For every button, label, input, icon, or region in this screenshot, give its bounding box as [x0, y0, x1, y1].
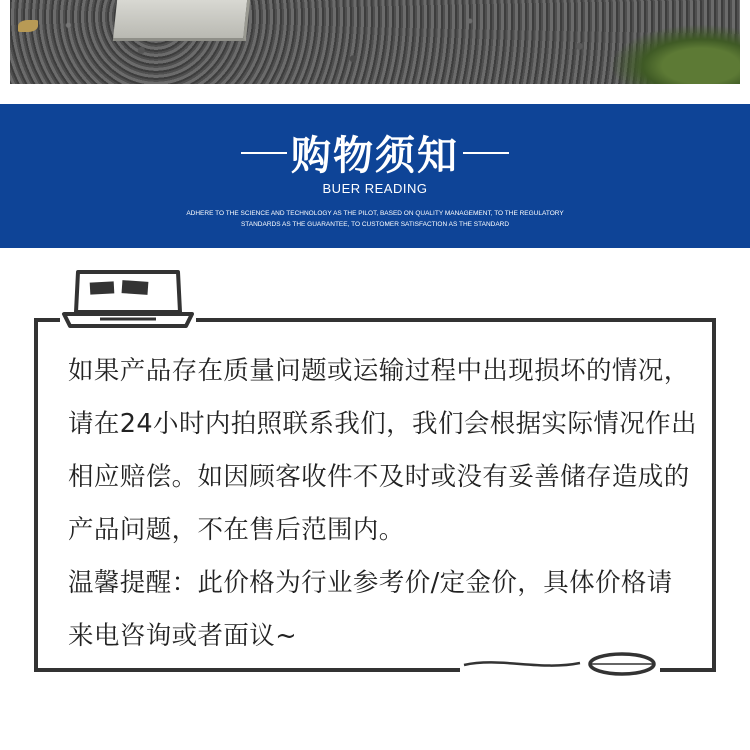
- notice-paragraph-1: 如果产品存在质量问题或运输过程中出现损坏的情况，请在24小时内拍照联系我们，我们会根据实际情况作出相应赔偿。如因顾客收件不及时或没有妥善储存造成的产品问题，不在售后范围内。: [68, 356, 697, 545]
- product-photo: [10, 0, 740, 84]
- motto-line-2: STANDARDS AS THE GUARANTEE, TO CUSTOMER SATISFACTION AS THE STANDARD: [240, 221, 510, 228]
- banner-subtitle: BUER READING: [322, 181, 428, 196]
- photo-grass: [610, 24, 740, 84]
- notice-text: [68, 345, 698, 663]
- photo-leaf: [18, 20, 38, 32]
- title-rule-right: [463, 152, 509, 154]
- laptop-icon: [60, 268, 196, 330]
- motto-line-1: ADHERE TO THE SCIENCE AND TECHNOLOGY AS THE PILOT, BASED ON QUALITY MANAGEMENT, TO THE REGULATORY: [186, 210, 564, 217]
- banner-title-row: [0, 124, 750, 181]
- banner-title: 购物须知: [291, 133, 459, 179]
- banner-motto: [0, 208, 750, 230]
- shopping-notice-banner: [0, 104, 750, 248]
- photo-stone-slab: [113, 0, 250, 41]
- title-rule-left: [241, 152, 287, 154]
- notice-paragraph-2: 温馨提醒：此价格为行业参考价/定金价，具体价格请来电咨询或者面议~: [68, 568, 673, 651]
